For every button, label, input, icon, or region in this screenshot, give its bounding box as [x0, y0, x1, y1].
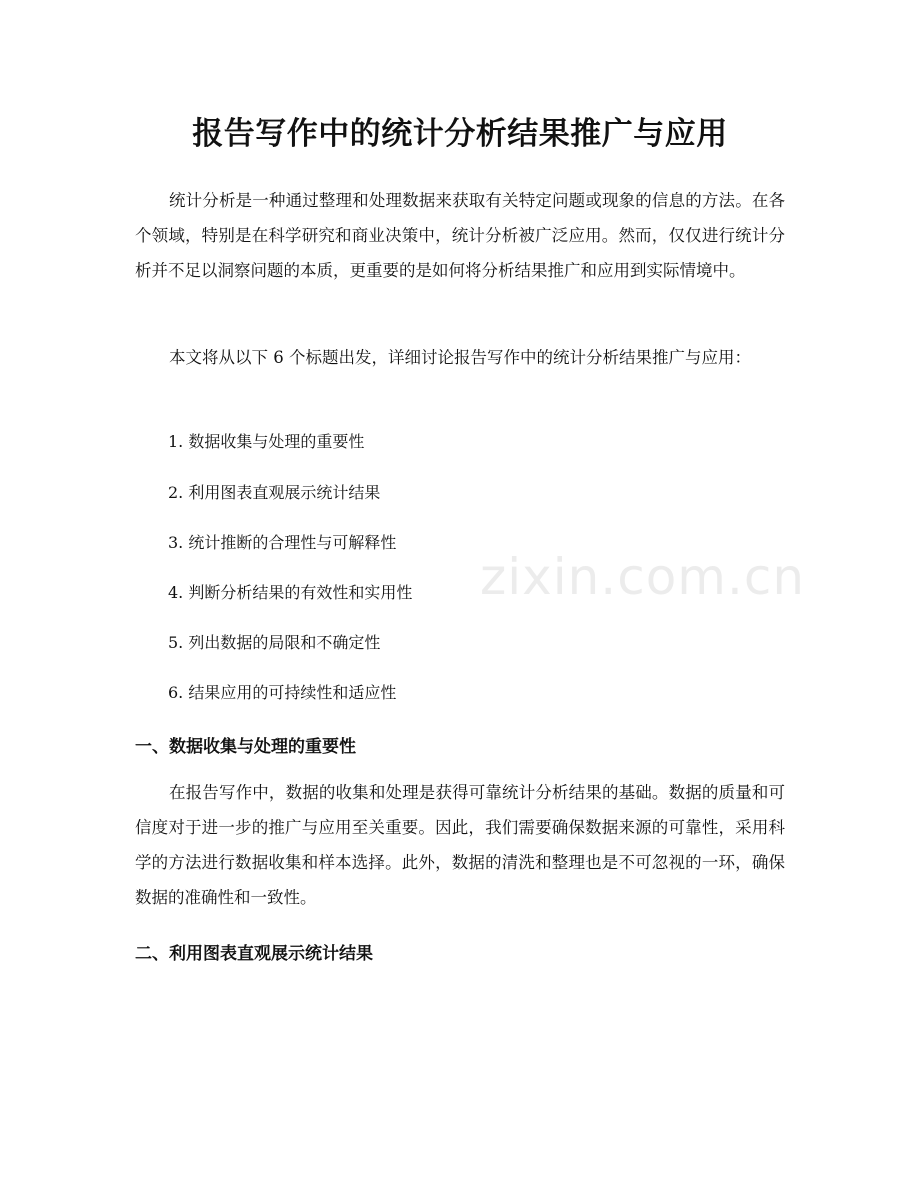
outline-paragraph: 本文将从以下 6 个标题出发，详细讨论报告写作中的统计分析结果推广与应用： — [169, 348, 751, 367]
outline-item-6: 6. 结果应用的可持续性和适应性 — [168, 683, 397, 702]
outline-item-5: 5. 列出数据的局限和不确定性 — [168, 633, 381, 652]
section-1-paragraph: 在报告写作中，数据的收集和处理是获得可靠统计分析结果的基础。数据的质量和可信度对于进一步的推广与应用至关重要。因此，我们需要确保数据来源的可靠性，采用科学的方法进行数据收集和样本选择。此外，数据的清洗和整理也是不可忽视的一环，确保数据的准确性和一致性。 — [135, 783, 785, 907]
section-1-heading: 一、数据收集与处理的重要性 — [135, 737, 356, 757]
document-title: 报告写作中的统计分析结果推广与应用 — [192, 116, 728, 152]
outline-item-4: 4. 判断分析结果的有效性和实用性 — [168, 583, 413, 602]
outline-item-3: 3. 统计推断的合理性与可解释性 — [168, 533, 397, 552]
watermark: zixin.com.cn — [480, 548, 806, 606]
outline-item-2: 2. 利用图表直观展示统计结果 — [168, 483, 381, 502]
outline-item-1: 1. 数据收集与处理的重要性 — [168, 432, 365, 451]
intro-paragraph: 统计分析是一种通过整理和处理数据来获取有关特定问题或现象的信息的方法。在各个领域，特别是在科学研究和商业决策中，统计分析被广泛应用。然而，仅仅进行统计分析并不足以洞察问题的本质，更重要的是如何将分析结果推广和应用到实际情境中。 — [135, 191, 785, 280]
section-2-heading: 二、利用图表直观展示统计结果 — [135, 944, 373, 964]
